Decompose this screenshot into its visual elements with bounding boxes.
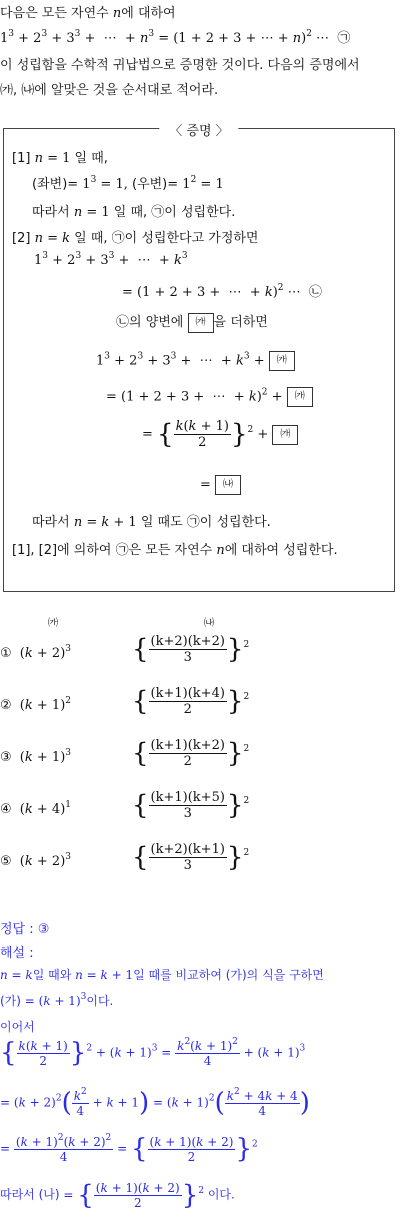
choice-5[interactable]: ⑤ $(k + 2)^3$ [0, 852, 71, 869]
blank-ga-box-4: ㈎ [272, 425, 298, 445]
proof-result-line: = ㈏ [200, 475, 241, 495]
blank-ga-box-2: ㈎ [269, 351, 295, 371]
question-line-1: 다음은 모든 자연수 n에 대하여 [0, 6, 176, 21]
proof-fraction-line: = { $\frac{k(k + 1)}{2}$ }$^2$ + ㈎ [142, 419, 298, 450]
explain-line-1: n = k일 때와 n = k + 1일 때를 비교하여 (가)의 식을 구하면 [0, 968, 324, 982]
choice-4-na: { $\frac{(k+1)(k+5)}{3}$ }$^2$ [132, 790, 250, 821]
choice-1[interactable]: ① $(k + 2)^3$ [0, 644, 71, 661]
choices-col-ga: ㈎ [48, 618, 58, 629]
question-line-3: 이 성립함을 수학적 귀납법으로 증명한 것이다. 다음의 증명에서 [0, 58, 360, 73]
explain-label: 해설 : [0, 946, 34, 961]
blank-na-box: ㈏ [215, 475, 241, 495]
proof-conclusion: [1], [2]에 의하여 ㉠은 모든 자연수 n에 대하여 성립한다. [12, 543, 338, 558]
explain-line-2: (가) = $(k + 1)^3$이다. [0, 992, 114, 1008]
explain-eq-1: { $\frac{k(k + 1)}{2}$ }$^2 + (k + 1)^3$ = $\frac{k^2(k + 1)^2}{4}$ + $(k + 1)^3$ [0, 1036, 306, 1068]
proof-add-line: ㉡의 양변에 ㈎ 을 더하면 [116, 311, 268, 333]
proof-assumption-rhs: = (1 + 2 + 3 + ⋯ + k)$^2$ ⋯ ㉡ [122, 283, 322, 300]
choice-4[interactable]: ④ $(k + 4)^1$ [0, 800, 71, 817]
proof-sum-rhs: = (1 + 2 + 3 + ⋯ + k)$^2$ + ㈎ [106, 387, 313, 407]
proof-step1-line: [1] n = 1 일 때, [12, 151, 108, 166]
choice-5-na: { $\frac{(k+2)(k+1)}{3}$ }$^2$ [132, 842, 250, 873]
blank-ga-box-1: ㈎ [188, 313, 214, 333]
choice-2[interactable]: ② $(k + 1)^2$ [0, 696, 71, 713]
proof-assumption-lhs: $1^3 + 2^3 + 3^3$ + ⋯ + $k^3$ [34, 251, 188, 268]
proof-step2-line: [2] n = k 일 때, ㉠이 성립한다고 가정하면 [12, 231, 259, 246]
explain-eq-3: = $\frac{(k + 1)^2(k + 2)^2}{4}$ = { $\frac{(k + 1)(k + 2)}{2}$ }$^2$ [0, 1132, 258, 1164]
choice-3[interactable]: ③ $(k + 1)^3$ [0, 748, 71, 765]
choice-2-na: { $\frac{(k+1)(k+4)}{2}$ }$^2$ [132, 686, 250, 717]
proof-sum-lhs: $1^3 + 2^3 + 3^3$ + ⋯ + $k^3$ + ㈎ [96, 351, 295, 371]
choice-5-num: ⑤ [0, 854, 12, 869]
choice-3-na: { $\frac{(k+1)(k+2)}{2}$ }$^2$ [132, 738, 250, 769]
explain-eq-2: = $(k + 2)^2$( $\frac{k^2}{4}$ + $k + 1) = (k + 1)^2$( $\frac{k^2 + 4k + 4}{4}$ ) [0, 1086, 310, 1118]
step1-label: [1] [12, 151, 31, 166]
step2-label: [2] [12, 231, 31, 246]
answer-label: 정답 : ③ [0, 922, 50, 937]
choices-col-na: ㈏ [204, 618, 214, 629]
explain-final: 따라서 (나) = { $\frac{(k + 1)(k + 2)}{2}$ }$^2$ 이다. [0, 1180, 235, 1210]
proof-box [3, 124, 395, 592]
choice-1-num: ① [0, 646, 12, 661]
explain-then: 이어서 [0, 1020, 35, 1034]
choice-1-na: { $\frac{(k+2)(k+2)}{3}$ }$^2$ [132, 634, 250, 665]
proof-title: 〈 증명 〉 [159, 120, 238, 139]
blank-ga-box-3: ㈎ [287, 387, 313, 407]
choice-3-num: ③ [0, 750, 12, 765]
proof-step1-conclusion: 따라서 n = 1 일 때, ㉠이 성립한다. [32, 205, 236, 220]
choice-2-num: ② [0, 698, 12, 713]
proof-step1-sides: (좌변)= $1^3 = 1$, (우변)= $1^2 = 1$ [32, 175, 224, 192]
proof-step2-conclusion: 따라서 n = k + 1 일 때도 ㉠이 성립한다. [32, 515, 271, 530]
question-equation: $1^3 + 2^3 + 3^3$ + ⋯ + $n^3 = (1 + 2 + 3$ + ⋯ + n)$^2$ ⋯ ㉠ [0, 29, 351, 46]
choice-4-num: ④ [0, 802, 12, 817]
question-line-4: ㈎, ㈏에 알맞은 것을 순서대로 적어라. [0, 83, 219, 98]
